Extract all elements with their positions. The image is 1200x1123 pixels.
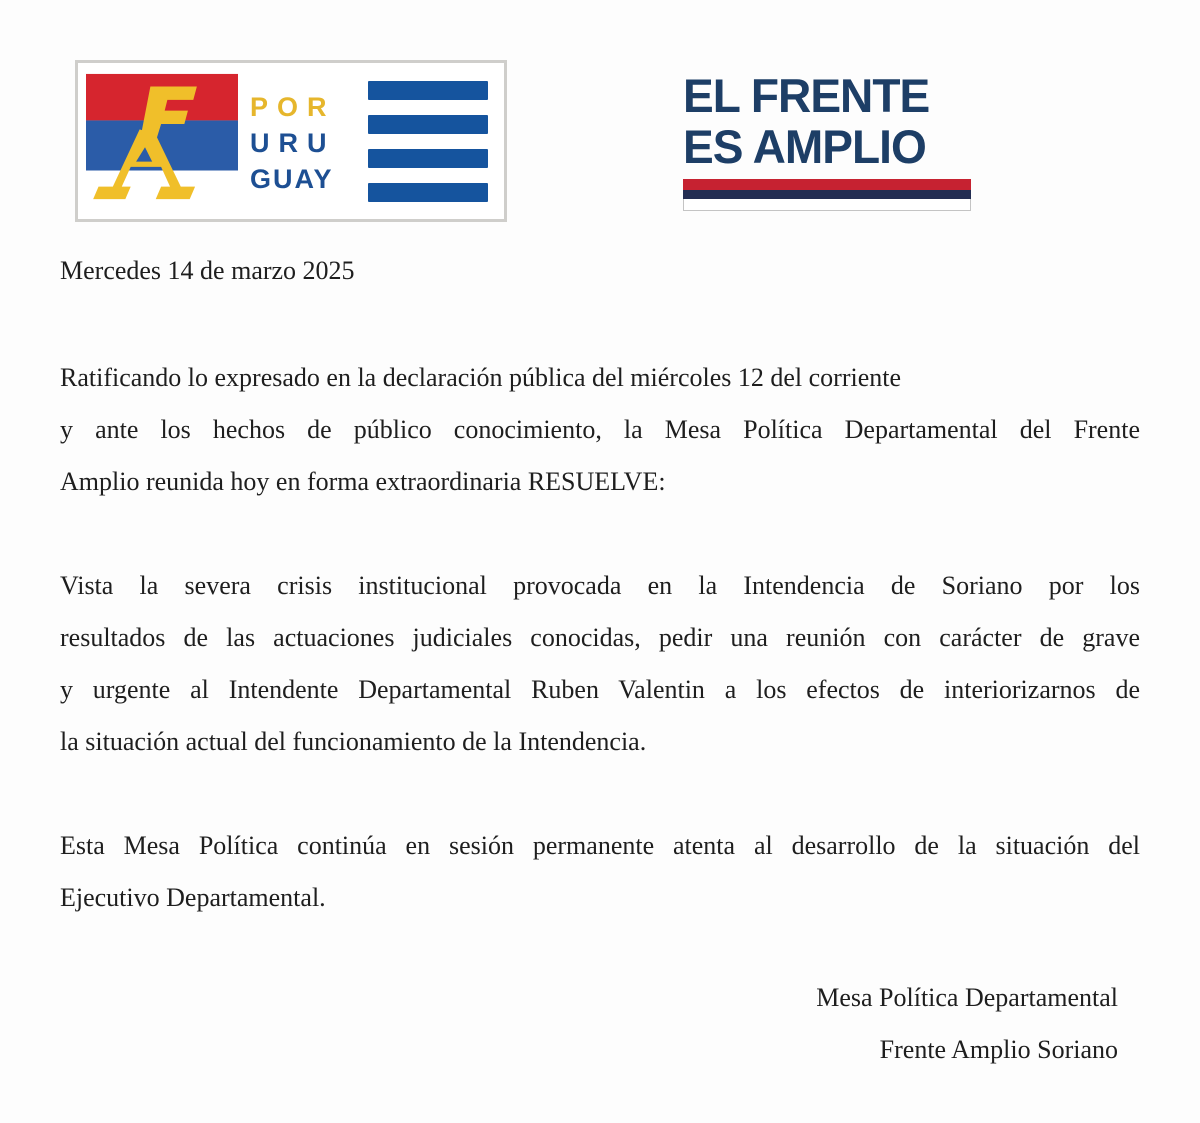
- body-line: y urgente al Intendente Departamental Ruben Valentin a los efectos de interiorizarnos de: [60, 675, 1140, 704]
- signature-block: [816, 972, 1118, 1076]
- el-frente-es-amplio-logo: [683, 70, 971, 211]
- body-line: Amplio reunida hoy en forma extraordinaria RESUELVE:: [60, 467, 666, 496]
- flag-stripe: [368, 183, 488, 202]
- por-word: POR: [250, 92, 336, 122]
- uruguay-stripes-icon: [368, 81, 492, 202]
- flag-stripe: [368, 149, 488, 168]
- paragraph-1: [60, 352, 1140, 508]
- date-line: [60, 245, 1140, 297]
- signature-line-2: Frente Amplio Soriano: [879, 1035, 1118, 1064]
- fa-flag-monogram-icon: [86, 71, 238, 211]
- logo-line-1: EL FRENTE: [683, 69, 930, 122]
- logo-underline-navy: [683, 190, 971, 199]
- flag-stripe: [368, 81, 488, 100]
- date-text: Mercedes 14 de marzo 2025: [60, 256, 355, 285]
- signature-line-1: Mesa Política Departamental: [816, 983, 1118, 1012]
- uru-word: URU: [250, 128, 336, 158]
- frente-amplio-logo: [75, 60, 507, 222]
- body-line: Esta Mesa Política continúa en sesión permanente atenta al desarrollo de la situación del: [60, 831, 1140, 860]
- body-line: Ratificando lo expresado en la declaración pública del miércoles 12 del corriente: [60, 363, 902, 392]
- paragraph-3: [60, 820, 1140, 924]
- body-line: resultados de las actuaciones judiciales conocidas, pedir una reunión con carácter de grave: [60, 623, 1140, 652]
- guay-word: GUAY: [250, 164, 334, 194]
- logo-underline-white: [683, 199, 971, 211]
- logo-underline-red: [683, 179, 971, 190]
- flag-stripe: [368, 115, 488, 134]
- por-uruguay-wordmark: [250, 85, 356, 197]
- logo-line-2: ES AMPLIO: [683, 120, 926, 173]
- logo-underline: [683, 179, 971, 211]
- body-line: Vista la severa crisis institucional provocada en la Intendencia de Soriano por los: [60, 571, 1140, 600]
- body-line: y ante los hechos de público conocimiento, la Mesa Política Departamental del Frente: [60, 415, 1140, 444]
- body-line: Ejecutivo Departamental.: [60, 883, 326, 912]
- paragraph-2: [60, 560, 1140, 768]
- body-line: la situación actual del funcionamiento de la Intendencia.: [60, 727, 647, 756]
